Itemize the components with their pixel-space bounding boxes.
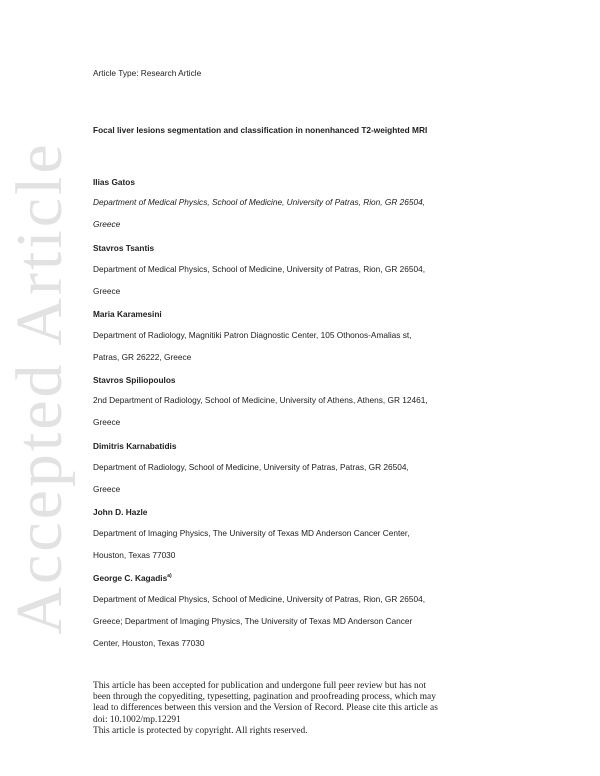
author-affiliation: Department of Imaging Physics, The University of Texas MD Anderson Cancer Center, Houston, Texas 77030 [93, 528, 410, 560]
author-affiliation: Department of Medical Physics, School of Medicine, University of Patras, Rion, GR 26504, Greece [93, 264, 426, 296]
author-affiliation: Department of Radiology, School of Medicine, University of Patras, Patras, GR 26504, Greece [93, 462, 409, 494]
article-type: Article Type: Research Article [93, 68, 202, 78]
author-name: Dimitris Karnabatidis [93, 441, 177, 451]
paper-title: Focal liver lesions segmentation and classification in nonenhanced T2-weighted MRI [93, 125, 428, 135]
author-name: Ilias Gatos [93, 177, 135, 187]
author-affiliation: Department of Medical Physics, School of Medicine, University of Patras, Rion, GR 26504, Greece; Department of Imaging Physics, The University of Texas MD Anderson Cancer Center, Houston, Texas 77030 [93, 594, 426, 648]
author-name: Stavros Tsantis [93, 243, 155, 253]
watermark-text: Accepted Article [3, 141, 76, 635]
copyright-line: This article is protected by copyright. All rights reserved. [93, 725, 308, 736]
author-name: John D. Hazle [93, 507, 148, 517]
author-affiliation: Department of Radiology, Magnitiki Patron Diagnostic Center, 105 Othonos-Amalias st, Patras, GR 26222, Greece [93, 330, 412, 362]
publication-notice: This article has been accepted for publication and undergone full peer review but has not been through the copyediting, typesetting, pagination and proofreading process, which may lead to differences between this version and the Version of Record. Please cite this article as doi: 10.1002/mp.12291 This article is protected by copyright. All rights reserved. [93, 681, 523, 737]
corresponding-author-mark: a) [167, 573, 172, 579]
doi-line: doi: 10.1002/mp.12291 [93, 714, 181, 725]
accepted-article-watermark [3, 82, 76, 694]
author-affiliation: 2nd Department of Radiology, School of Medicine, University of Athens, Athens, GR 12461, Greece [93, 395, 428, 427]
author-name: Maria Karamesini [93, 309, 162, 319]
author-affiliation: Department of Medical Physics, School of Medicine, University of Patras, Rion, GR 26504, Greece [93, 197, 426, 229]
author-name: George C. Kagadis$^{a)}$ [93, 573, 172, 583]
author-name: Stavros Spiliopoulos [93, 375, 176, 385]
